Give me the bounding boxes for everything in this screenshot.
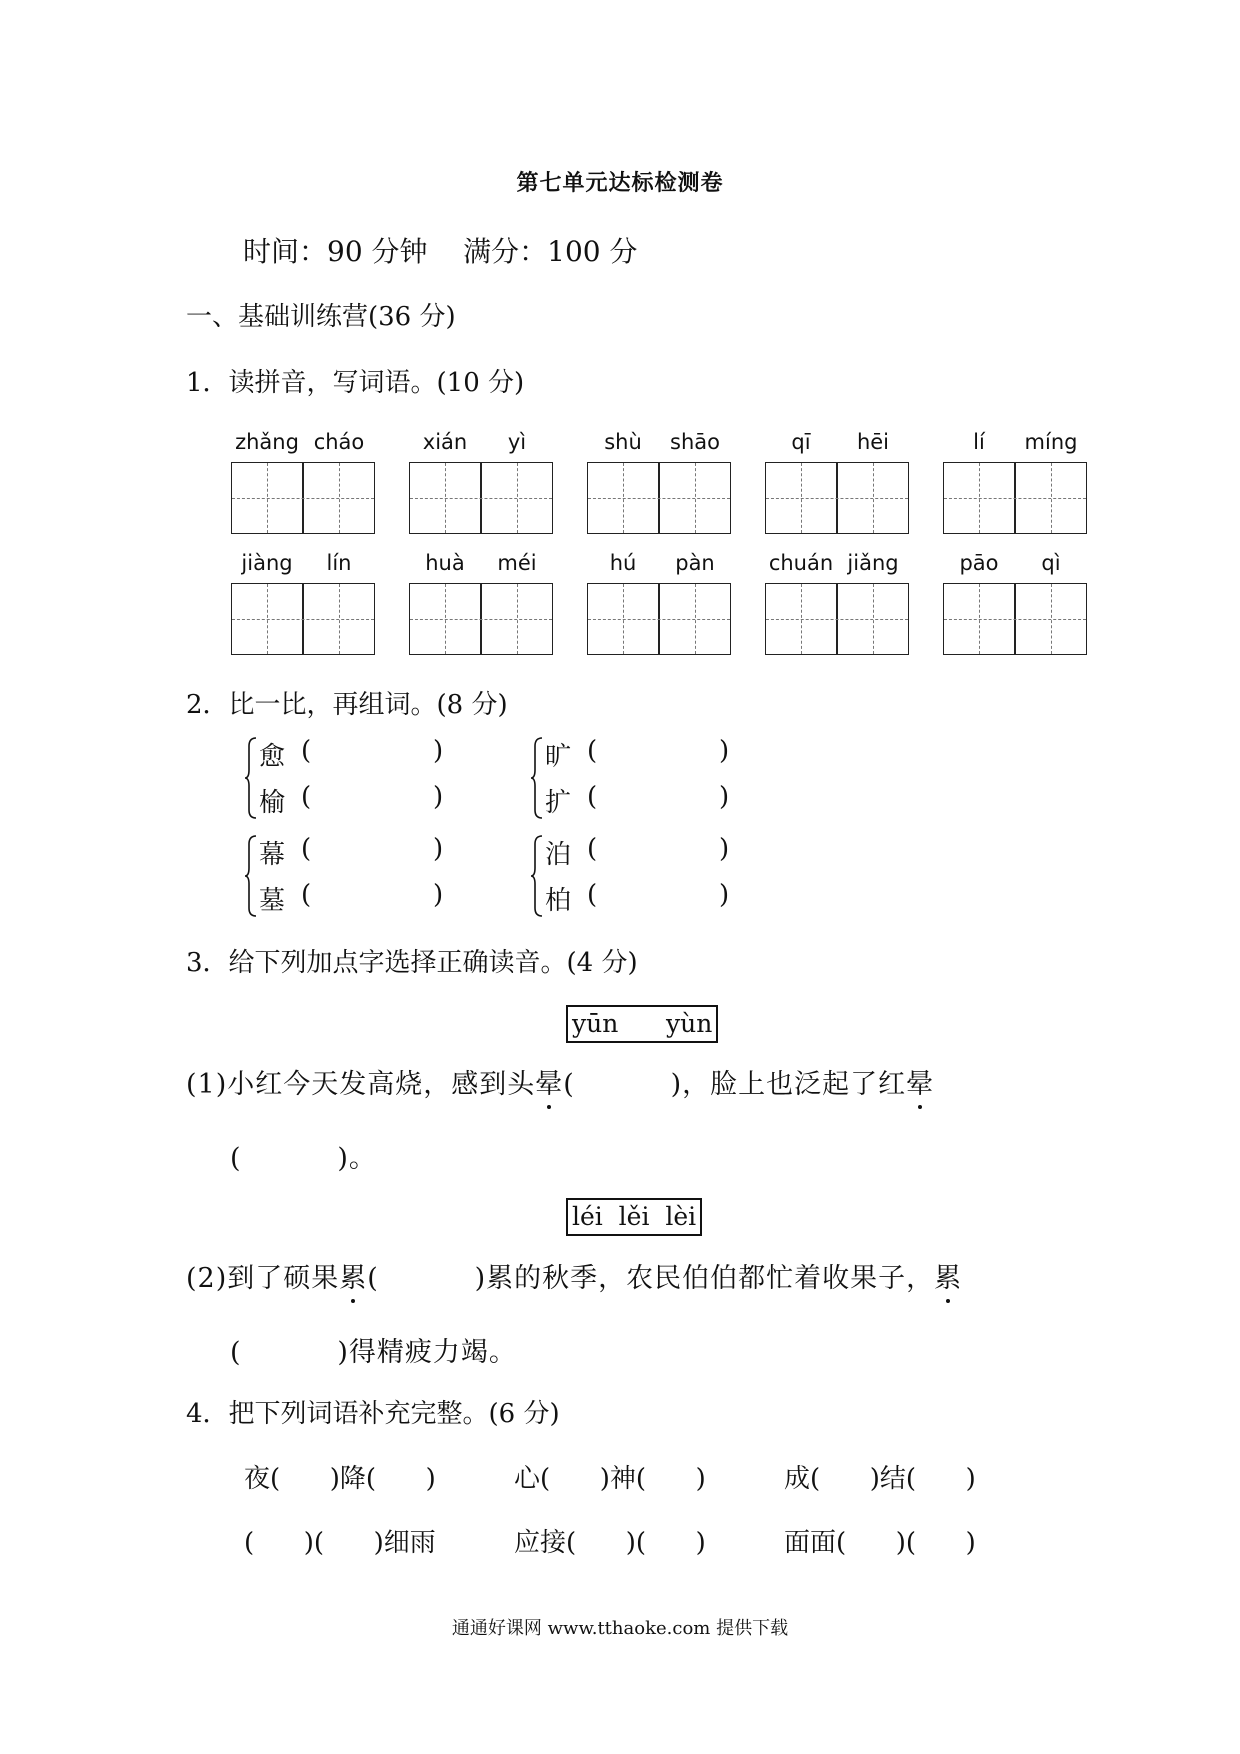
pinyin-syllable: hēi [856,430,890,454]
pair-char: 柏 [545,886,572,916]
pinyin-syllable: jiǎng [847,551,899,575]
dotted-char: 累 [934,1256,962,1295]
pair-char: 泊 [545,840,572,870]
pinyin-syllable: zhǎng [235,430,299,454]
pinyin-syllable: méi [497,551,537,575]
pair-char: 榆 [259,788,286,818]
char-pair [531,834,771,924]
pair-char: 扩 [545,788,572,818]
writing-grid[interactable] [409,583,553,655]
open-paren: ( [587,880,598,910]
close-paren: ) [433,880,444,910]
brace-icon [531,834,543,918]
char-pair [245,834,485,924]
pair-char: 旷 [545,742,572,772]
q4-heading: 4．把下列词语补充完整。(6 分) [186,1399,560,1429]
page-title: 第七单元达标检测卷 [516,170,724,196]
writing-grid[interactable] [587,462,731,534]
open-paren: ( [587,782,598,812]
pinyin-syllable: pāo [959,551,999,575]
writing-grid[interactable] [587,583,731,655]
char-pair [531,736,771,826]
pinyin-syllable: chuán [768,551,834,575]
pair-char: 愈 [259,742,286,772]
sentence-1-line-2: ( )。 [230,1143,377,1174]
idiom-blank: 成( )结( ) [784,1464,976,1494]
close-paren: ) [719,834,730,864]
q3-heading: 3．给下列加点字选择正确读音。(4 分) [186,948,638,978]
pinyin-syllable: jiàng [241,551,293,575]
close-paren: ) [719,880,730,910]
pinyin-syllable: lí [973,430,985,454]
open-paren: ( [587,736,598,766]
section-heading: 一、基础训练营(36 分) [186,302,456,332]
exam-info: 时间：90 分钟 满分：100 分 [243,235,638,268]
pronunciation-options-1: yūn yùn [566,1005,718,1043]
idiom-blank: 应接( )( ) [514,1528,706,1558]
close-paren: ) [719,736,730,766]
brace-icon [245,736,257,820]
writing-grid[interactable] [231,462,375,534]
pair-char: 墓 [259,886,286,916]
pinyin-syllable: xián [422,430,468,454]
q1-heading: 1．读拼音，写词语。(10 分) [186,368,525,398]
close-paren: ) [719,782,730,812]
pinyin-syllable: shù [604,430,642,454]
brace-icon [531,736,543,820]
writing-grid[interactable] [231,583,375,655]
close-paren: ) [433,782,444,812]
idiom-blank: 心( )神( ) [514,1464,706,1494]
dotted-char: 晕 [906,1062,934,1101]
idiom-blank: 面面( )( ) [784,1528,976,1558]
writing-grid[interactable] [765,462,909,534]
open-paren: ( [587,834,598,864]
brace-icon [245,834,257,918]
writing-grid[interactable] [943,583,1087,655]
pinyin-syllable: qì [1041,551,1061,575]
close-paren: ) [433,834,444,864]
open-paren: ( [301,880,312,910]
writing-grid[interactable] [409,462,553,534]
char-pair [245,736,485,826]
idiom-blank: ( )( )细雨 [244,1528,436,1558]
pronunciation-options-2: léi lěi lèi [566,1198,702,1236]
dotted-char: 晕 [535,1062,563,1101]
writing-grid[interactable] [943,462,1087,534]
close-paren: ) [433,736,444,766]
dotted-char: 累 [339,1256,367,1295]
pinyin-syllable: qī [791,430,811,454]
pinyin-syllable: yì [507,430,527,454]
sentence-2: (2)到了硕果累( )累的秋季，农民伯伯都忙着收果子，累 [186,1256,962,1295]
sentence-2-line-2: ( )得精疲力竭。 [230,1337,517,1368]
idiom-blank: 夜( )降( ) [244,1464,436,1494]
pinyin-syllable: cháo [313,430,365,454]
open-paren: ( [301,834,312,864]
sentence-1: (1)小红今天发高烧，感到头晕( )，脸上也泛起了红晕 [186,1062,934,1101]
pinyin-syllable: pàn [675,551,715,575]
pair-char: 幕 [259,840,286,870]
pinyin-syllable: hú [609,551,637,575]
footer-credit: 通通好课网 www.tthaoke.com 提供下载 [451,1618,789,1639]
pinyin-syllable: shāo [670,430,720,454]
open-paren: ( [301,782,312,812]
q2-heading: 2．比一比，再组词。(8 分) [186,690,508,720]
pinyin-syllable: huà [425,551,465,575]
pinyin-syllable: lín [326,551,352,575]
open-paren: ( [301,736,312,766]
pinyin-syllable: míng [1024,430,1078,454]
writing-grid[interactable] [765,583,909,655]
